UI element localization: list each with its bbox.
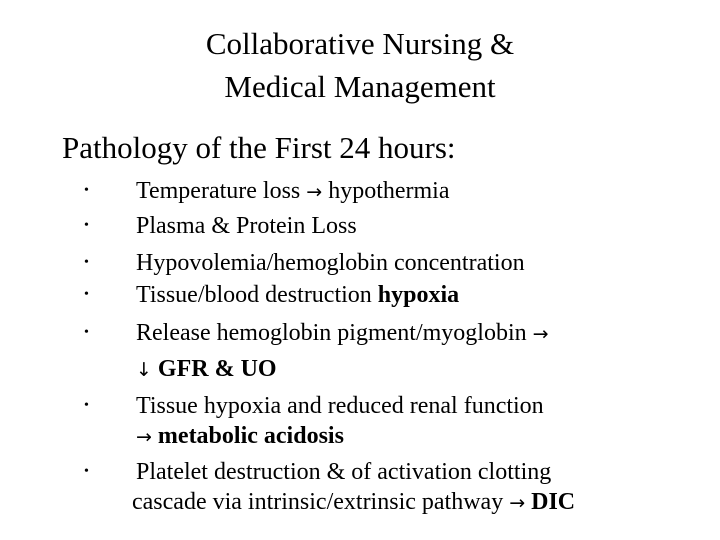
slide-title [0,22,720,108]
title-line-2: Medical Management [224,69,496,104]
hypoxia-bold: hypoxia [377,282,460,308]
bullet-icon: • [84,255,89,270]
list-item-release-hemoglobin: Release hemoglobin pigment/myoglobin → [136,320,549,346]
dic-bold: DIC [531,489,576,515]
bullet-icon: • [84,183,89,198]
list-item-temperature-loss: Temperature loss → hypothermia [136,178,450,204]
gfr-uo-bold: GFR & UO [157,356,277,382]
list-item-plasma-protein-loss: Plasma & Protein Loss [136,213,357,239]
right-arrow-icon: → [306,181,323,203]
bullet-icon: • [84,218,89,233]
bullet-icon: • [84,325,89,340]
metabolic-acidosis-bold: metabolic acidosis [157,423,344,449]
list-item-tissue-blood-destruction: Tissue/blood destruction hypoxia [136,282,460,308]
bullet-icon: • [84,287,89,302]
bullet-icon: • [84,398,89,413]
down-arrow-icon: ↓ [136,359,152,381]
right-arrow-icon: → [509,492,526,514]
list-item-platelet-destruction: Platelet destruction & of activation clotting [136,459,552,485]
list-item-release-hemoglobin-cont [136,355,277,384]
list-item-tissue-hypoxia: Tissue hypoxia and reduced renal function [136,393,544,419]
right-arrow-icon: → [532,323,549,345]
bullet-icon: • [84,464,89,479]
list-item-platelet-destruction-cont: cascade via intrinsic/extrinsic pathway → DIC [132,489,576,515]
list-item-hypovolemia: Hypovolemia/hemoglobin concentration [136,250,525,276]
right-arrow-icon: → [136,426,152,448]
title-line-1: Collaborative Nursing & [205,26,515,61]
list-item-tissue-hypoxia-cont [136,422,344,451]
section-heading: Pathology of the First 24 hours: [62,130,456,165]
